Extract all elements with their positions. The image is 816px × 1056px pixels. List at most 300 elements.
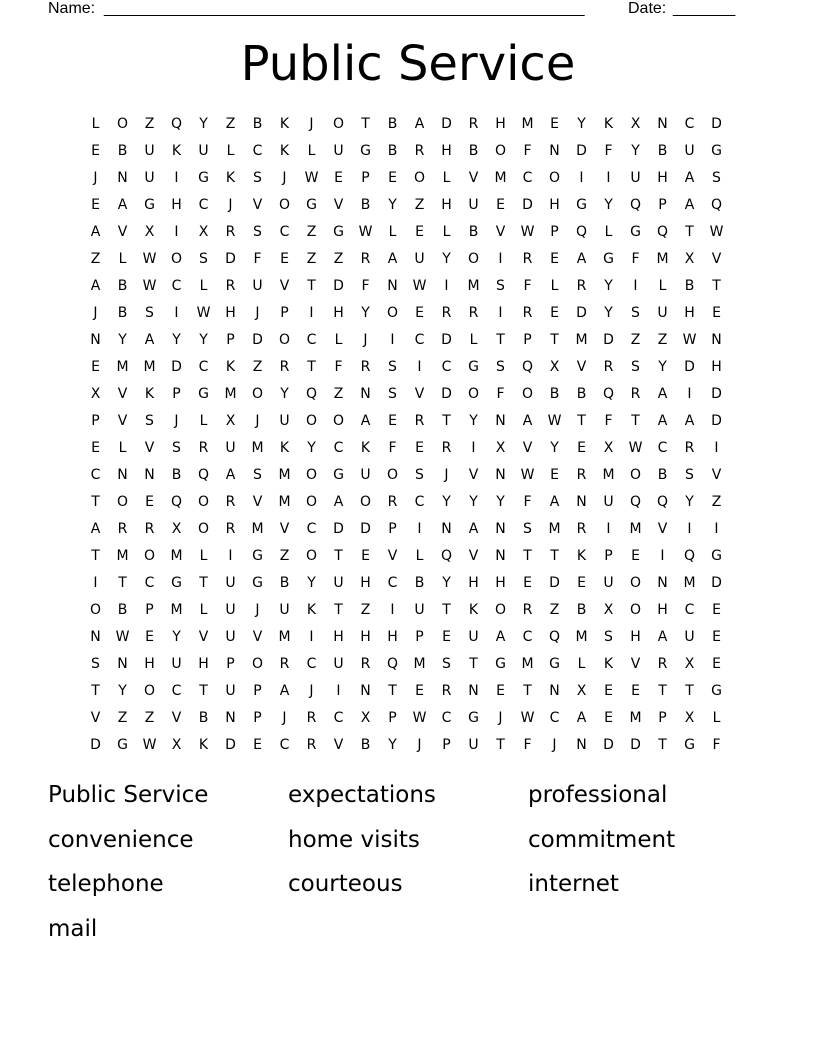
grid-letter[interactable]: X bbox=[495, 440, 506, 456]
grid-letter[interactable]: A bbox=[657, 386, 668, 402]
grid-letter[interactable]: Y bbox=[685, 494, 694, 510]
grid-letter[interactable]: I bbox=[336, 683, 341, 699]
grid-letter[interactable]: Q bbox=[440, 548, 453, 564]
grid-letter[interactable]: X bbox=[576, 683, 587, 699]
grid-letter[interactable]: I bbox=[309, 629, 314, 645]
grid-letter[interactable]: S bbox=[388, 359, 397, 375]
grid-letter[interactable]: Y bbox=[307, 440, 316, 456]
grid-letter[interactable]: O bbox=[116, 116, 129, 132]
grid-letter[interactable]: O bbox=[521, 386, 534, 402]
grid-letter[interactable]: D bbox=[630, 737, 641, 753]
grid-letter[interactable]: U bbox=[657, 305, 668, 321]
grid-letter[interactable]: N bbox=[441, 521, 452, 537]
grid-letter[interactable]: E bbox=[91, 440, 100, 456]
grid-letter[interactable]: S bbox=[253, 170, 262, 186]
grid-letter[interactable]: M bbox=[278, 629, 291, 645]
grid-letter[interactable]: Q bbox=[710, 197, 723, 213]
grid-letter[interactable]: Q bbox=[629, 197, 642, 213]
grid-letter[interactable]: C bbox=[306, 656, 317, 672]
grid-letter[interactable]: R bbox=[144, 521, 155, 537]
grid-letter[interactable]: C bbox=[387, 575, 398, 591]
grid-letter[interactable]: L bbox=[118, 440, 127, 456]
grid-letter[interactable]: G bbox=[684, 737, 695, 753]
grid-letter[interactable]: C bbox=[657, 440, 668, 456]
grid-letter[interactable]: C bbox=[441, 359, 452, 375]
grid-letter[interactable]: G bbox=[306, 197, 317, 213]
grid-letter[interactable]: Y bbox=[604, 305, 613, 321]
grid-letter[interactable]: G bbox=[198, 386, 209, 402]
grid-letter[interactable]: R bbox=[225, 224, 236, 240]
grid-letter[interactable]: J bbox=[174, 413, 179, 429]
grid-letter[interactable]: U bbox=[684, 629, 695, 645]
grid-letter[interactable]: H bbox=[657, 170, 668, 186]
grid-letter[interactable]: I bbox=[93, 575, 98, 591]
grid-letter[interactable]: O bbox=[251, 656, 264, 672]
grid-letter[interactable]: I bbox=[174, 305, 179, 321]
grid-letter[interactable]: J bbox=[417, 737, 422, 753]
grid-letter[interactable]: D bbox=[441, 116, 452, 132]
grid-letter[interactable]: O bbox=[332, 413, 345, 429]
grid-letter[interactable]: W bbox=[547, 413, 562, 429]
grid-letter[interactable]: A bbox=[657, 629, 668, 645]
grid-letter[interactable]: W bbox=[520, 710, 535, 726]
grid-letter[interactable]: O bbox=[629, 575, 642, 591]
grid-letter[interactable]: V bbox=[252, 494, 263, 510]
grid-letter[interactable]: J bbox=[309, 116, 314, 132]
grid-letter[interactable]: E bbox=[550, 467, 559, 483]
grid-letter[interactable]: W bbox=[520, 467, 535, 483]
grid-letter[interactable]: T bbox=[685, 224, 694, 240]
grid-letter[interactable]: M bbox=[629, 521, 642, 537]
grid-letter[interactable]: P bbox=[415, 629, 424, 645]
grid-letter[interactable]: V bbox=[117, 224, 128, 240]
grid-letter[interactable]: S bbox=[712, 170, 721, 186]
grid-letter[interactable]: D bbox=[171, 359, 182, 375]
grid-letter[interactable]: V bbox=[117, 386, 128, 402]
grid-letter[interactable]: R bbox=[603, 359, 614, 375]
grid-letter[interactable]: Y bbox=[388, 197, 397, 213]
grid-letter[interactable]: P bbox=[388, 521, 397, 537]
grid-letter[interactable]: L bbox=[118, 251, 127, 267]
grid-letter[interactable]: H bbox=[144, 656, 155, 672]
grid-letter[interactable]: M bbox=[116, 548, 129, 564]
grid-letter[interactable]: G bbox=[198, 170, 209, 186]
grid-letter[interactable]: M bbox=[251, 440, 264, 456]
grid-letter[interactable]: I bbox=[714, 440, 719, 456]
grid-letter[interactable]: S bbox=[685, 467, 694, 483]
grid-letter[interactable]: Y bbox=[172, 332, 181, 348]
grid-letter[interactable]: T bbox=[91, 548, 100, 564]
grid-letter[interactable]: C bbox=[414, 494, 425, 510]
grid-letter[interactable]: G bbox=[117, 737, 128, 753]
grid-letter[interactable]: E bbox=[415, 305, 424, 321]
grid-letter[interactable]: T bbox=[307, 278, 316, 294]
grid-letter[interactable]: A bbox=[360, 413, 371, 429]
grid-letter[interactable]: B bbox=[576, 602, 587, 618]
grid-letter[interactable]: H bbox=[441, 143, 452, 159]
grid-letter[interactable]: W bbox=[628, 440, 643, 456]
grid-letter[interactable]: E bbox=[334, 170, 343, 186]
grid-letter[interactable]: W bbox=[142, 737, 157, 753]
grid-letter[interactable]: Y bbox=[442, 575, 451, 591]
grid-letter[interactable]: T bbox=[91, 683, 100, 699]
grid-letter[interactable]: Y bbox=[199, 332, 208, 348]
grid-letter[interactable]: C bbox=[279, 737, 290, 753]
grid-letter[interactable]: O bbox=[197, 494, 210, 510]
grid-letter[interactable]: B bbox=[576, 386, 587, 402]
grid-letter[interactable]: L bbox=[415, 548, 424, 564]
grid-letter[interactable]: Z bbox=[252, 359, 263, 375]
grid-letter[interactable]: X bbox=[225, 413, 236, 429]
grid-letter[interactable]: O bbox=[467, 386, 480, 402]
grid-letter[interactable]: T bbox=[523, 683, 532, 699]
grid-letter[interactable]: Q bbox=[548, 629, 561, 645]
grid-letter[interactable]: B bbox=[468, 224, 479, 240]
grid-letter[interactable]: C bbox=[279, 224, 290, 240]
grid-letter[interactable]: O bbox=[359, 494, 372, 510]
grid-letter[interactable]: V bbox=[414, 386, 425, 402]
grid-letter[interactable]: I bbox=[417, 359, 422, 375]
grid-letter[interactable]: J bbox=[255, 305, 260, 321]
grid-letter[interactable]: N bbox=[576, 494, 587, 510]
grid-letter[interactable]: Q bbox=[170, 116, 183, 132]
grid-letter[interactable]: D bbox=[684, 359, 695, 375]
grid-letter[interactable]: I bbox=[633, 278, 638, 294]
grid-letter[interactable]: E bbox=[604, 710, 613, 726]
grid-letter[interactable]: S bbox=[415, 467, 424, 483]
grid-letter[interactable]: Z bbox=[225, 116, 236, 132]
grid-letter[interactable]: D bbox=[333, 278, 344, 294]
grid-letter[interactable]: O bbox=[278, 332, 291, 348]
grid-letter[interactable]: L bbox=[388, 224, 397, 240]
grid-letter[interactable]: H bbox=[684, 305, 695, 321]
grid-letter[interactable]: I bbox=[390, 602, 395, 618]
grid-letter[interactable]: K bbox=[279, 440, 290, 456]
grid-letter[interactable]: H bbox=[360, 575, 371, 591]
grid-letter[interactable]: C bbox=[90, 467, 101, 483]
grid-letter[interactable]: V bbox=[252, 629, 263, 645]
grid-letter[interactable]: T bbox=[361, 116, 370, 132]
grid-letter[interactable]: W bbox=[412, 710, 427, 726]
grid-letter[interactable]: E bbox=[631, 683, 640, 699]
grid-letter[interactable]: X bbox=[144, 224, 155, 240]
grid-letter[interactable]: Y bbox=[118, 683, 127, 699]
grid-letter[interactable]: O bbox=[494, 602, 507, 618]
grid-letter[interactable]: V bbox=[387, 548, 398, 564]
grid-letter[interactable]: Y bbox=[442, 251, 451, 267]
grid-letter[interactable]: C bbox=[306, 332, 317, 348]
grid-letter[interactable]: B bbox=[171, 467, 182, 483]
grid-letter[interactable]: Z bbox=[360, 602, 371, 618]
grid-letter[interactable]: B bbox=[549, 386, 560, 402]
grid-letter[interactable]: G bbox=[144, 197, 155, 213]
grid-letter[interactable]: U bbox=[144, 143, 155, 159]
grid-letter[interactable]: A bbox=[522, 413, 533, 429]
grid-letter[interactable]: X bbox=[549, 359, 560, 375]
grid-letter[interactable]: W bbox=[115, 629, 130, 645]
grid-letter[interactable]: U bbox=[360, 467, 371, 483]
grid-letter[interactable]: T bbox=[658, 737, 667, 753]
grid-letter[interactable]: I bbox=[309, 305, 314, 321]
grid-letter[interactable]: N bbox=[360, 386, 371, 402]
grid-letter[interactable]: U bbox=[684, 143, 695, 159]
grid-letter[interactable]: X bbox=[684, 710, 695, 726]
grid-letter[interactable]: B bbox=[657, 467, 668, 483]
grid-letter[interactable]: H bbox=[333, 305, 344, 321]
grid-letter[interactable]: P bbox=[253, 683, 262, 699]
grid-letter[interactable]: I bbox=[417, 521, 422, 537]
grid-letter[interactable]: E bbox=[550, 116, 559, 132]
grid-letter[interactable]: B bbox=[684, 278, 695, 294]
grid-letter[interactable]: N bbox=[495, 467, 506, 483]
grid-letter[interactable]: Z bbox=[630, 332, 641, 348]
grid-letter[interactable]: F bbox=[604, 413, 613, 429]
grid-letter[interactable]: A bbox=[576, 251, 587, 267]
grid-letter[interactable]: X bbox=[90, 386, 101, 402]
grid-letter[interactable]: Y bbox=[442, 494, 451, 510]
grid-letter[interactable]: F bbox=[388, 440, 397, 456]
grid-letter[interactable]: Z bbox=[306, 224, 317, 240]
grid-letter[interactable]: R bbox=[198, 440, 209, 456]
grid-letter[interactable]: V bbox=[252, 197, 263, 213]
grid-letter[interactable]: O bbox=[629, 467, 642, 483]
grid-letter[interactable]: A bbox=[549, 494, 560, 510]
grid-letter[interactable]: Z bbox=[414, 197, 425, 213]
grid-letter[interactable]: L bbox=[658, 278, 667, 294]
grid-letter[interactable]: U bbox=[468, 737, 479, 753]
grid-letter[interactable]: A bbox=[657, 413, 668, 429]
grid-letter[interactable]: X bbox=[603, 440, 614, 456]
grid-letter[interactable]: E bbox=[361, 548, 370, 564]
grid-letter[interactable]: K bbox=[576, 548, 587, 564]
grid-letter[interactable]: X bbox=[684, 251, 695, 267]
grid-letter[interactable]: I bbox=[498, 305, 503, 321]
grid-letter[interactable]: P bbox=[523, 332, 532, 348]
grid-letter[interactable]: J bbox=[93, 170, 98, 186]
grid-letter[interactable]: R bbox=[684, 440, 695, 456]
grid-letter[interactable]: W bbox=[142, 278, 157, 294]
grid-letter[interactable]: L bbox=[550, 278, 559, 294]
grid-letter[interactable]: C bbox=[171, 683, 182, 699]
grid-letter[interactable]: X bbox=[171, 737, 182, 753]
grid-letter[interactable]: Q bbox=[386, 656, 399, 672]
grid-letter[interactable]: F bbox=[253, 251, 262, 267]
grid-letter[interactable]: T bbox=[550, 332, 559, 348]
grid-letter[interactable]: O bbox=[413, 170, 426, 186]
grid-letter[interactable]: L bbox=[91, 116, 100, 132]
grid-letter[interactable]: P bbox=[442, 737, 451, 753]
grid-letter[interactable]: F bbox=[361, 278, 370, 294]
grid-letter[interactable]: R bbox=[225, 278, 236, 294]
grid-letter[interactable]: M bbox=[278, 467, 291, 483]
grid-letter[interactable]: Y bbox=[280, 386, 289, 402]
grid-letter[interactable]: B bbox=[387, 116, 398, 132]
grid-letter[interactable]: Y bbox=[307, 575, 316, 591]
grid-letter[interactable]: D bbox=[225, 737, 236, 753]
grid-letter[interactable]: X bbox=[630, 116, 641, 132]
grid-letter[interactable]: R bbox=[117, 521, 128, 537]
grid-letter[interactable]: M bbox=[548, 521, 561, 537]
grid-letter[interactable]: V bbox=[522, 440, 533, 456]
grid-letter[interactable]: Y bbox=[388, 737, 397, 753]
grid-letter[interactable]: U bbox=[333, 143, 344, 159]
grid-letter[interactable]: M bbox=[521, 656, 534, 672]
grid-letter[interactable]: U bbox=[279, 413, 290, 429]
grid-letter[interactable]: A bbox=[333, 494, 344, 510]
grid-letter[interactable]: H bbox=[468, 575, 479, 591]
grid-letter[interactable]: T bbox=[469, 656, 478, 672]
grid-letter[interactable]: O bbox=[467, 251, 480, 267]
grid-letter[interactable]: F bbox=[523, 278, 532, 294]
grid-letter[interactable]: T bbox=[199, 575, 208, 591]
grid-letter[interactable]: H bbox=[549, 197, 560, 213]
grid-letter[interactable]: Z bbox=[90, 251, 101, 267]
grid-letter[interactable]: N bbox=[468, 683, 479, 699]
grid-letter[interactable]: H bbox=[495, 116, 506, 132]
grid-letter[interactable]: O bbox=[170, 251, 183, 267]
grid-letter[interactable]: S bbox=[172, 440, 181, 456]
grid-letter[interactable]: T bbox=[91, 494, 100, 510]
grid-letter[interactable]: E bbox=[712, 305, 721, 321]
grid-letter[interactable]: W bbox=[709, 224, 724, 240]
grid-letter[interactable]: S bbox=[388, 386, 397, 402]
grid-letter[interactable]: J bbox=[255, 602, 260, 618]
grid-letter[interactable]: E bbox=[145, 494, 154, 510]
grid-letter[interactable]: G bbox=[468, 359, 479, 375]
grid-letter[interactable]: D bbox=[252, 332, 263, 348]
grid-letter[interactable]: T bbox=[388, 683, 397, 699]
grid-letter[interactable]: K bbox=[603, 116, 614, 132]
grid-letter[interactable]: M bbox=[116, 359, 129, 375]
grid-letter[interactable]: J bbox=[498, 710, 503, 726]
grid-letter[interactable]: H bbox=[441, 197, 452, 213]
grid-letter[interactable]: M bbox=[521, 116, 534, 132]
grid-letter[interactable]: V bbox=[711, 251, 722, 267]
grid-letter[interactable]: J bbox=[93, 305, 98, 321]
grid-letter[interactable]: O bbox=[494, 143, 507, 159]
grid-letter[interactable]: S bbox=[631, 305, 640, 321]
grid-letter[interactable]: I bbox=[579, 170, 584, 186]
grid-letter[interactable]: L bbox=[712, 710, 721, 726]
grid-letter[interactable]: Q bbox=[656, 494, 669, 510]
grid-letter[interactable]: E bbox=[577, 575, 586, 591]
grid-letter[interactable]: A bbox=[576, 710, 587, 726]
grid-letter[interactable]: B bbox=[117, 278, 128, 294]
grid-letter[interactable]: V bbox=[117, 413, 128, 429]
grid-letter[interactable]: U bbox=[630, 170, 641, 186]
grid-letter[interactable]: E bbox=[550, 251, 559, 267]
grid-letter[interactable]: K bbox=[306, 602, 317, 618]
grid-letter[interactable]: S bbox=[523, 521, 532, 537]
grid-letter[interactable]: R bbox=[657, 656, 668, 672]
grid-letter[interactable]: Y bbox=[496, 494, 505, 510]
grid-letter[interactable]: H bbox=[630, 629, 641, 645]
grid-letter[interactable]: P bbox=[226, 332, 235, 348]
grid-letter[interactable]: T bbox=[334, 548, 343, 564]
grid-letter[interactable]: D bbox=[711, 575, 722, 591]
grid-letter[interactable]: K bbox=[198, 737, 209, 753]
grid-letter[interactable]: F bbox=[712, 737, 721, 753]
grid-letter[interactable]: S bbox=[253, 467, 262, 483]
grid-letter[interactable]: U bbox=[252, 278, 263, 294]
grid-letter[interactable]: D bbox=[441, 386, 452, 402]
grid-letter[interactable]: M bbox=[413, 656, 426, 672]
grid-letter[interactable]: M bbox=[251, 521, 264, 537]
grid-letter[interactable]: O bbox=[386, 467, 399, 483]
grid-letter[interactable]: V bbox=[144, 440, 155, 456]
grid-letter[interactable]: V bbox=[711, 467, 722, 483]
grid-letter[interactable]: V bbox=[171, 710, 182, 726]
grid-letter[interactable]: A bbox=[468, 521, 479, 537]
grid-letter[interactable]: E bbox=[523, 575, 532, 591]
grid-letter[interactable]: P bbox=[226, 656, 235, 672]
grid-letter[interactable]: I bbox=[660, 548, 665, 564]
grid-letter[interactable]: C bbox=[522, 629, 533, 645]
grid-letter[interactable]: C bbox=[171, 278, 182, 294]
grid-letter[interactable]: K bbox=[279, 143, 290, 159]
grid-letter[interactable]: Y bbox=[577, 116, 586, 132]
grid-letter[interactable]: P bbox=[604, 548, 613, 564]
grid-letter[interactable]: M bbox=[278, 494, 291, 510]
grid-letter[interactable]: G bbox=[252, 575, 263, 591]
grid-letter[interactable]: D bbox=[711, 386, 722, 402]
grid-letter[interactable]: Q bbox=[656, 224, 669, 240]
grid-letter[interactable]: F bbox=[523, 737, 532, 753]
grid-letter[interactable]: O bbox=[197, 521, 210, 537]
grid-letter[interactable]: N bbox=[117, 656, 128, 672]
grid-letter[interactable]: Y bbox=[118, 332, 127, 348]
grid-letter[interactable]: A bbox=[279, 683, 290, 699]
grid-letter[interactable]: S bbox=[199, 251, 208, 267]
grid-letter[interactable]: F bbox=[523, 143, 532, 159]
grid-letter[interactable]: B bbox=[387, 143, 398, 159]
grid-letter[interactable]: N bbox=[144, 467, 155, 483]
grid-letter[interactable]: Y bbox=[550, 440, 559, 456]
grid-letter[interactable]: R bbox=[630, 386, 641, 402]
grid-letter[interactable]: H bbox=[387, 629, 398, 645]
grid-letter[interactable]: K bbox=[225, 359, 236, 375]
grid-letter[interactable]: Q bbox=[197, 467, 210, 483]
grid-letter[interactable]: M bbox=[143, 359, 156, 375]
grid-letter[interactable]: H bbox=[333, 629, 344, 645]
grid-letter[interactable]: I bbox=[471, 440, 476, 456]
grid-letter[interactable]: H bbox=[657, 602, 668, 618]
grid-letter[interactable]: R bbox=[306, 710, 317, 726]
grid-letter[interactable]: R bbox=[360, 359, 371, 375]
grid-letter[interactable]: W bbox=[142, 251, 157, 267]
grid-letter[interactable]: D bbox=[549, 575, 560, 591]
grid-letter[interactable]: G bbox=[603, 251, 614, 267]
grid-letter[interactable]: E bbox=[91, 143, 100, 159]
grid-letter[interactable]: Z bbox=[711, 494, 722, 510]
grid-letter[interactable]: P bbox=[658, 197, 667, 213]
grid-letter[interactable]: Q bbox=[683, 548, 696, 564]
grid-letter[interactable]: Z bbox=[333, 386, 344, 402]
grid-letter[interactable]: R bbox=[225, 521, 236, 537]
grid-letter[interactable]: R bbox=[279, 656, 290, 672]
grid-letter[interactable]: T bbox=[307, 359, 316, 375]
grid-letter[interactable]: T bbox=[577, 413, 586, 429]
grid-letter[interactable]: J bbox=[309, 683, 314, 699]
grid-letter[interactable]: C bbox=[414, 332, 425, 348]
grid-letter[interactable]: U bbox=[225, 602, 236, 618]
grid-letter[interactable]: L bbox=[442, 224, 451, 240]
grid-letter[interactable]: P bbox=[253, 710, 262, 726]
grid-letter[interactable]: Z bbox=[657, 332, 668, 348]
grid-letter[interactable]: D bbox=[360, 521, 371, 537]
grid-letter[interactable]: P bbox=[550, 224, 559, 240]
grid-letter[interactable]: C bbox=[306, 521, 317, 537]
